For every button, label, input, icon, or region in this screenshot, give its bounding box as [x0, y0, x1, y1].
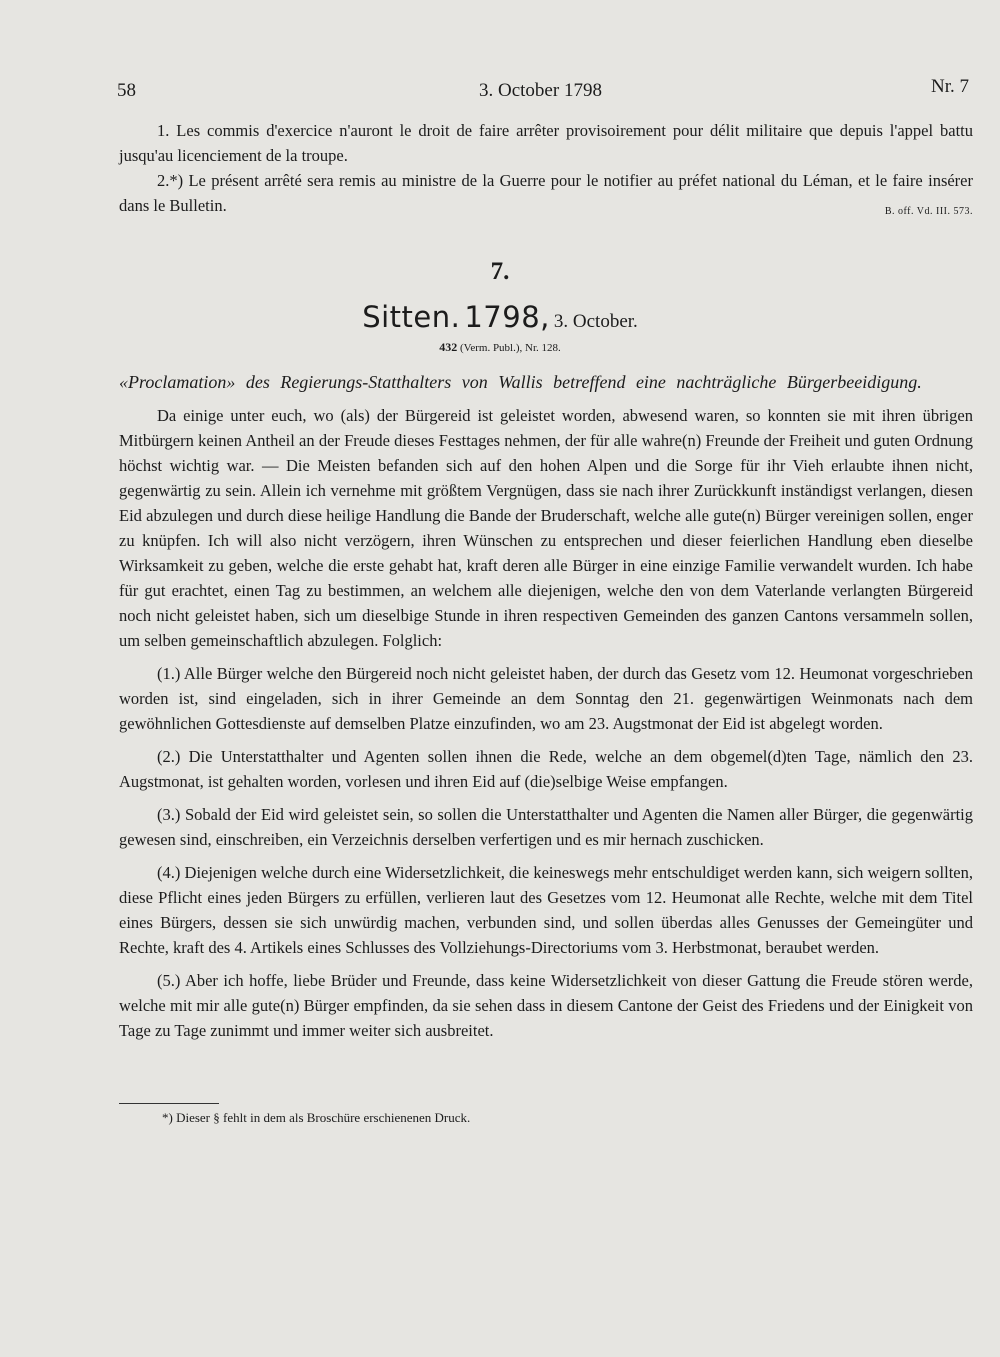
paragraph-5: (5.) Aber ich hoffe, liebe Brüder und Freunde, dass keine Widersetzlichkeit von dieser Gattung die Freude stören werde, welche mit mir alle gute(n) Bürger empfinden, da sie sehen dass in diesem Cantone der Geist des Friedens und der Einigkeit von Tage zu Tage zunimmt und immer weiter sich ausbreitet.	[119, 971, 973, 1040]
archive-detail: (Verm. Publ.), Nr. 128.	[459, 342, 561, 354]
paragraph-2: (2.) Die Unterstatthalter und Agenten sollen ihnen die Rede, welche an dem obgemel(d)ten Tage, nämlich den 23. Augstmonat, ist gehalten worden, vorlesen und ihren Eid auf (die)selbige Weise empfangen.	[119, 747, 973, 791]
document-place-date	[0, 300, 1000, 334]
previous-document-tail	[119, 118, 973, 224]
place: Sitten.	[362, 300, 461, 334]
paragraph-4: (4.) Diejenigen welche durch eine Widersetzlichkeit, die keineswegs mehr entschuldiget werden kann, sich weigern sollten, diese Pflicht eines jeden Bürgers zu erfüllen, verlieren laut des Gesetzes vom 12. Heumonat alle Rechte, welche mit dem Titel eines Bürgers, dessen sie sich unwürdig machen, verbunden sind, und sollen überdas alles Genusses der Gemeingüter und Rechte, kraft des 4. Artikels eines Schlusses des Vollziehungs-Directoriums vom 3. Herbstmonat, beraubet werden.	[119, 863, 973, 957]
article-1: 1. Les commis d'exercice n'auront le droit de faire arrêter provisoirement pour délit militaire que depuis l'appel battu jusqu'au licenciement de la troupe.	[119, 121, 973, 165]
document-number: 7.	[490, 258, 510, 285]
paragraph-3: (3.) Sobald der Eid wird geleistet sein, so sollen die Unterstatthalter und Agenten die Namen aller Bürger, die gegenwärtig gewesen sind, einschreiben, ein Verzeichnis derselben verfertigen und es mir hernach zuschicken.	[119, 805, 973, 849]
header-doc-number: Nr. 7	[931, 76, 969, 97]
paragraph-intro: Da einige unter euch, wo (als) der Bürgereid ist geleistet worden, abwesend waren, so konnten sie mit ihren übrigen Mitbürgern keinen Antheil an der Freude dieses Festtages nehmen, der für alle wahre(n) Freunde der Freiheit und guten Ordnung höchst wichtig war. — Die Meisten befanden sich auf den hohen Alpen und die Sorge für ihr Vieh erlaubte ihnen nicht, gegenwärtig zu sein. Allein ich vernehme mit größtem Vergnügen, dass sie nach ihrer Zurückkunft inständigst verlangen, diesen Eid abzulegen und durch diese heilige Handlung die Bande der Bruderschaft, welche alle gute(n) Bürger vereinigen sollen, enger zu knüpfen. Ich will also nicht verzögern, ihren Wünschen zu entsprechen und dieser feierlichen Handlung eben dieselbe Wirksamkeit zu geben, welche die erste gehabt hat, kraft deren alle Bürger in eine einzige Familie verwandelt wurden. Ich habe für gut erachtet, einen Tag zu bestimmen, an welchem alle diejenigen, welche den von dem Vaterlande verlangten Bürgereid noch nicht geleistet haben, sich um dieselbige Stunde in ihren respectiven Gemeinden des ganzen Cantons versammeln sollen, um selben gemeinschaftlich abzulegen. Folglich:	[119, 406, 973, 650]
footnote-rule	[119, 1103, 219, 1104]
archive-number: 432	[439, 340, 458, 354]
source-reference: B. off. Vd. III. 573.	[884, 206, 973, 217]
page-number: 58	[117, 80, 136, 101]
header-date: 3. October 1798	[479, 80, 602, 101]
year: 1798,	[464, 300, 550, 334]
archive-reference	[0, 340, 1000, 355]
paragraph-1: (1.) Alle Bürger welche den Bürgereid noch nicht geleistet haben, der durch das Gesetz vom 12. Heumonat vorgeschrieben worden ist, sind eingeladen, sich in ihrer Gemeinde an dem Sonntag den 21. gegenwärtigen Weinmonats nach dem gewöhnlichen Gottesdienste auf demselben Platze einzufinden, wo am 23. Augstmonat der Eid ist abgelegt worden.	[119, 664, 973, 733]
running-header	[117, 76, 969, 110]
document-body	[119, 370, 973, 1043]
date: 3. October.	[553, 311, 638, 332]
footnote: *) Dieser § fehlt in dem als Broschüre erschienenen Druck.	[162, 1110, 471, 1125]
article-2: 2.*) Le présent arrêté sera remis au ministre de la Guerre pour le notifier au préfet national du Léman, et le faire insérer dans le Bulletin. B. off. Vd. III. 573.	[119, 168, 973, 218]
document-title: «Proclamation» des Regierungs-Statthalters von Wallis betreffend eine nachträgliche Bürgerbeeidigung.	[119, 372, 922, 392]
